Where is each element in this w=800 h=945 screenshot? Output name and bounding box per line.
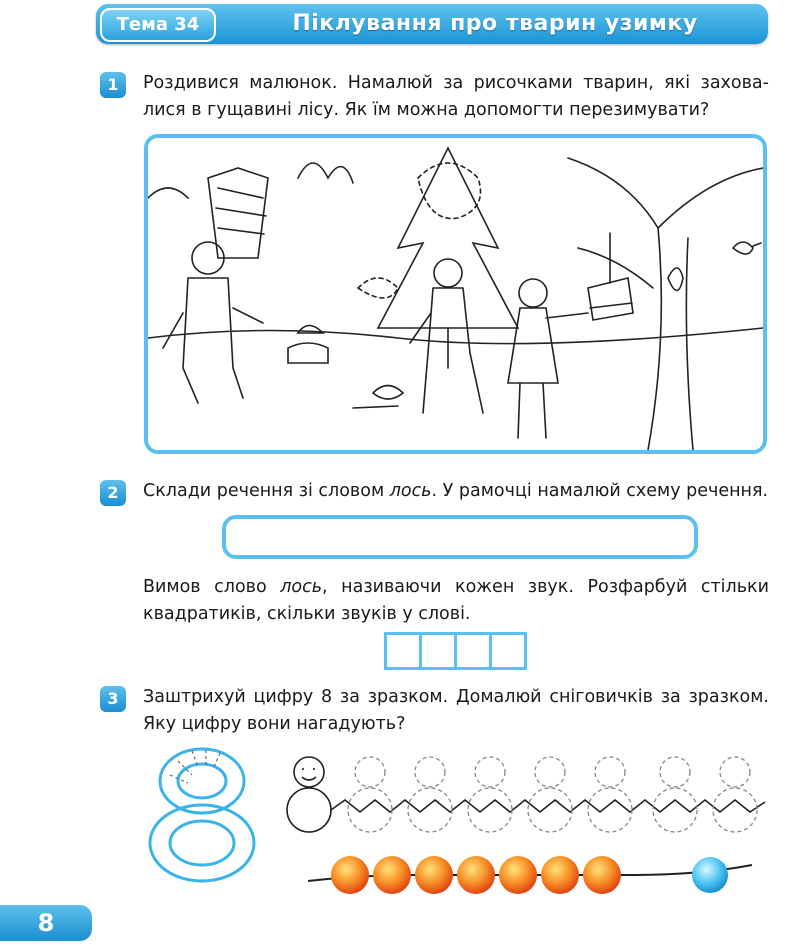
task-1-number: 1 [100,72,126,98]
eight-bottom-loop-outer [150,805,254,881]
shelter-sticks [216,188,266,234]
orange-bead [541,856,579,894]
task-2-text-part: Склади речення зі словом [143,481,390,501]
task-3-text: Заштрихуй цифру 8 за зразком. Домалюй сніговичків за зразком. Яку цифру вони нагадують? [143,687,769,734]
hidden-hare-outline [358,278,398,298]
boy-body [410,288,483,413]
task-2-sound-text [143,574,769,628]
snowman-dashed-head [475,757,505,787]
girl-head [519,279,547,307]
snowman-sample-face [302,768,316,780]
orange-bead [499,856,537,894]
topic-label: Тема 34 [100,8,216,42]
digit-eight-outline[interactable] [140,745,270,885]
bead-string [300,845,760,905]
orange-bead [457,856,495,894]
page-number: 8 [37,909,55,937]
snowman-dashed-body [588,788,632,832]
spruce-tree [378,148,518,328]
blue-bead [692,857,728,893]
task-2-text-part: Вимов слово [143,577,281,597]
task-2-text-part: . У рамочці намалюй схему речення. [431,481,769,501]
task-2-word: лось [389,481,432,501]
task-2-word: лось [280,577,323,597]
sound-square[interactable] [384,632,422,670]
orange-bead [331,856,369,894]
task-2-text [143,478,773,505]
snowman-dashed-head [720,757,750,787]
tree-hollow [668,268,683,291]
eight-top-loop-outer [160,749,244,813]
snowman-dashed-body [713,788,757,832]
girl-body [508,308,588,438]
orange-bead [373,856,411,894]
page-title: Піклування про тварин узимку [292,11,698,36]
oak-tree [568,158,763,450]
sound-square[interactable] [419,632,457,670]
task-1-text: Роздивися малюнок. Намалюй за рисочками тварин, які заховалися в гущавині лісу. Як їм можна допомогти перезимувати? [143,73,769,120]
bush [298,163,353,183]
bird [733,242,761,254]
snowman-dashed-body [348,788,392,832]
sentence-scheme-frame[interactable] [222,515,698,559]
snowman-dashed-head [660,757,690,787]
snowman-dashed-body [468,788,512,832]
sound-square[interactable] [489,632,527,670]
snowman-dashed-body [408,788,452,832]
orange-bead [583,856,621,894]
cabbage-and-carrot [353,386,403,409]
snowmen-zigzag-line [331,800,765,812]
snowman-dashed-head [355,757,385,787]
sound-squares [384,632,524,670]
bird-feeder [588,278,633,320]
ground-line [148,328,763,344]
task-2-text-part: , називаючи кожен звук. Розфарбуй стільки квадратиків, скільки звуків у слові. [143,577,769,624]
oak-trunk-right [686,238,693,450]
task-2-number: 2 [100,480,126,506]
snowman-dashed-head [595,757,625,787]
illustration-drawing [148,138,763,450]
snowman-sample-head [294,757,324,787]
snowman-sample-body [287,788,331,832]
bush [148,188,188,198]
task-3-number: 3 [100,686,126,712]
orange-bead [415,856,453,894]
snowman-dashed-body [528,788,572,832]
snowman-dashed-head [535,757,565,787]
eight-top-loop-inner [178,764,226,798]
snowman-dashed-head [415,757,445,787]
eight-bottom-loop-inner [170,821,234,865]
winter-forest-illustration [144,134,767,454]
sound-square[interactable] [454,632,492,670]
snowman-dashed-body [653,788,697,832]
man-body [163,278,263,403]
boy-head [434,259,462,287]
snowmen-row[interactable] [280,750,780,840]
